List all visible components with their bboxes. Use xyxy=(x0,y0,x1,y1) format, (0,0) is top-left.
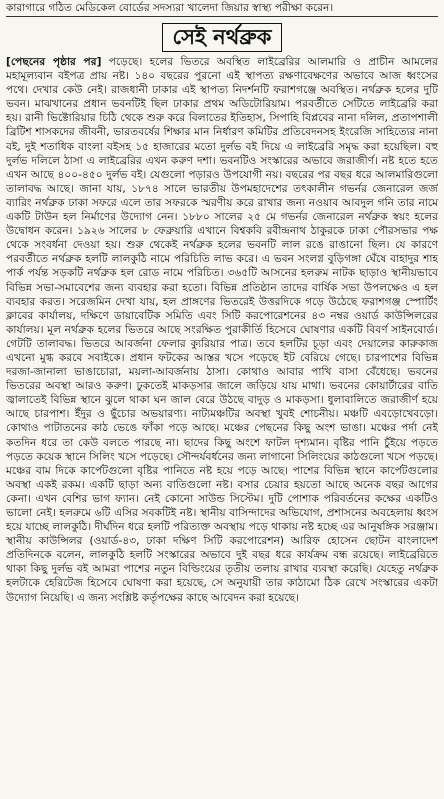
article-body xyxy=(6,55,438,799)
previous-article-tail: কারাগারে গঠিত মেডিকেল বোর্ডের সদস্যরা খালেদা জিয়ার স্বাস্থ্য পরীক্ষা করেন। xyxy=(6,0,438,17)
article-paragraph xyxy=(6,55,438,605)
headline-container xyxy=(6,23,438,52)
headline: সেই নর্থব্রুক xyxy=(162,23,283,52)
continued-from-back-page-label: [পেছনের পৃষ্ঠার পর] xyxy=(6,56,102,68)
article-text: পড়েছে। হলের ভিতরে অবস্থিত লাইব্রেরির আলমারি ও প্রাচীন আমলের মহামূল্যবান বইপত্র প্রায় নষ্ট। ১৪০ বছরের পুরনো এই স্থাপত্য রক্ষণাবেক্ষণের অভাবে আজ ধ্বংসের পথে। দেখার কেউ নেই। রাজধানী ঢাকার এই স্থাপত্য নিদর্শনটি ফরাশগঞ্জে অবস্থিত। নর্থব্রুক হলের দুটি ভবন। মাঝখানের প্রধান ভবনটিই ছিল ঢাকার প্রথম অডিটোরিয়াম। পরবর্তীতে সেটিতে লাইব্রেরি করা হয়। রানী ভিক্টোরিয়ার চিঠি থেকে শুরু করে বিলাতের ইতিহাস, সিপাহি বিপ্লবের নানা দলিল, প্রতাপশালী ব্রিটিশ শাসকদের জীবনী, ভারতবর্ষের শিক্ষার মান নির্ধারণ কমিটির প্রতিবেদনসহ ইংরেজি সাহিত্যের নানা বই, দুই শতাধিক বাংলা বইসহ ১৫ হাজারের মতো দুর্লভ বই দিয়ে এ লাইব্রেরি সমৃদ্ধ করা হয়েছিল। বহু দুর্লভ দলিলে ঠাসা এ লাইব্রেরির এখন করুণ দশা। ভবনটিও সংস্কারের অভাবে জরাজীর্ণ। নষ্ট হতে হতে এখন আছে ৪০০-৪৫০ দুর্লভ বই। যেগুলো পড়ারও উপযোগী নয়। বছরের পর বছর ধরে আলমারিগুলো তালাবদ্ধ আছে। জানা যায়, ১৮৭৪ সালে ভারতীয় উপমহাদেশের তৎকালীন গভর্নর জেনারেল জর্জ ব্যারিং নর্থব্রুক ঢাকা সফরে এলে তার সফরকে স্মরণীয় করে রাখার জন্য নওয়াব আবদুল গনি তার নামে একটি টাউন হল নির্মাণের উদ্যোগ নেন। ১৮৮০ সালের ২৫ মে গভর্নর জেনারেল নর্থব্রুক স্বয়ং হলের উদ্বোধন করেন। ১৯২৬ সালের ৮ ফেব্রুয়ারি এখানে বিশ্বকবি রবীন্দ্রনাথ ঠাকুরকে ঢাকা পৌরসভার পক্ষ থেকে সংবর্ধনা দেওয়া হয়। শুরু থেকেই নর্থব্রুক হলের ভবনটি লাল রঙে রাঙানো ছিল। যে কারণে পরবর্তীতে নর্থব্রুক হলটি লালকুঠি নামে পরিচিতি লাভ করে। এ ভবন সংলগ্ন বুড়িগঙ্গা ঘেঁষে বাহাদুর শাহ পার্ক পর্যন্ত সড়কটি নর্থব্রুক হল রোড নামে পরিচিত। ৩৬৫টি আসনের হলরুম নাটক ছাড়াও স্থানীয়ভাবে বিভিন্ন সভা-সমাবেশের জন্য ব্যবহার করা হতো। বিভিন্ন প্রতিষ্ঠান তাদের বার্ষিক সভা উপলক্ষেও এ হল ব্যবহার করত। সরেজমিন দেখা যায়, হল প্রাঙ্গণের ভিতরেই উত্তরদিকে গড়ে উঠেছে ফরাশগঞ্জ স্পোর্টিং ক্লাবের কার্যালয়, দক্ষিণে ডায়াবেটিক সমিতি এবং সিটি করপোরেশনের ৪৩ নম্বর ওয়ার্ড কাউন্সিলরের কার্যালয়। মূল নর্থব্রুক হলের ভিতরে আছে সংরক্ষিত পুরাকীর্তি হিসেবে ঘোষণার একটি বিবর্ণ সাইনবোর্ড। গেটটি তালাবদ্ধ। ভিতরে আবর্জনা ফেলার ক্যুরিয়ার পাত্র। তবে হলটির চূড়া এবং দেয়ালের কারুকাজ এখনো মুগ্ধ করবে সবাইকে। প্রধান ফটকের আস্তর খসে পড়েছে ইট বেরিয়ে গেছে। চারপাশের বিভিন্ন দরজা-জানালা ভাঙাচোরা, ময়লা-আবর্জনায় ঠাসা। কোথাও আবার পাখি বাসা বেঁধেছে। ভবনের ভিতরের অবস্থা আরও করুণ। ঢুকতেই মাকড়সার জালে জড়িয়ে যায় মাথা। ভবনের কোয়ার্টারের বাতি জ্বালাতেই বিভিন্ন স্থানে ঝুলে থাকা ঘন জাল বেরে উঠছে বাদুড় ও মাকড়সা। ধুলাবালিতে জরাজীর্ণ হয়ে আছে চারপাশ। ইঁদুর ও ছুঁচোর অভয়ারণ্য। নাট্যমঞ্চটির অবস্থা খুবই শোচনীয়। মঞ্চটি এবড়োখেবড়ো। কোথাও পাটাতনের কাঠ ভেঙে ফাঁকা পড়ে আছে। মঞ্চের পেছনের কিছু অংশ ভাঙা। মঞ্চের পর্দা নেই কতদিন ধরে তা কেউ বলতে পারছে না। ছাদের কিছু অংশে ফাটল দৃশ্যমান। বৃষ্টির পানি চুঁইয়ে পড়তে পড়তে কয়েক স্থানে সিলিং খসে পড়েছে। সৌন্দর্যবর্ধনের জন্য লাগানো সিলিংয়ের কাঠগুলো খসে পড়ছে। মঞ্চের বাম দিকে কার্পেটগুলো বৃষ্টির পানিতে নষ্ট হয়ে পড়ে আছে। পাশের বিভিন্ন স্থানে কার্পেটগুলোর অবস্থা একই রকম। একটি ছাড়া অন্য বাতিগুলো নষ্ট। বসার চেয়ার হয়তো আছে অনেক বছর আগের কেনা। এখন বেশির ভাগ ফ্যান। নেই কোনো সাউন্ড সিস্টেম। দুটি পোশাক পরিবর্তনের কক্ষের একটিও ভালো নেই। হলরুমে ৬টি এসির সবকটিই নষ্ট। স্থানীয় বাসিন্দাদের অভিযোগ, প্রশাসনের অবহেলায় ধ্বংস হয়ে যাচ্ছে লালকুঠি। দীর্ঘদিন ধরে হলটি পরিত্যক্ত অবস্থায় পড়ে থাকায় নষ্ট হচ্ছে এর আনুষঙ্গিক সরঞ্জাম। স্থানীয় কাউন্সিলর (ওয়ার্ড-৪৩, ঢাকা দক্ষিণ সিটি করপোরেশন) আরিফ হোসেন ছোটন বাংলাদেশ প্রতিদিনকে বলেন, লালকুঠি হলটি সংস্কারের অভাবে দুই বছর ধরে কার্যক্রম বন্ধ রয়েছে। লাইব্রেরিতে থাকা কিছু দুর্লভ বই আমরা পাশের নতুন বিল্ডিংয়ের তৃতীয় তলায় রাখার ব্যবস্থা করেছি। যেহেতু নর্থব্রুক হলটাকে হেরিটেজ হিসেবে ঘোষণা করা হয়েছে, সে অনুযায়ী তার কাঠামো ঠিক রেখে সংস্কারের একটা উদ্যোগ নিয়েছি। এ জন্য সংশ্লিষ্ট কর্তৃপক্ষের কাছে আবেদন করা হয়েছে। xyxy=(6,56,438,604)
